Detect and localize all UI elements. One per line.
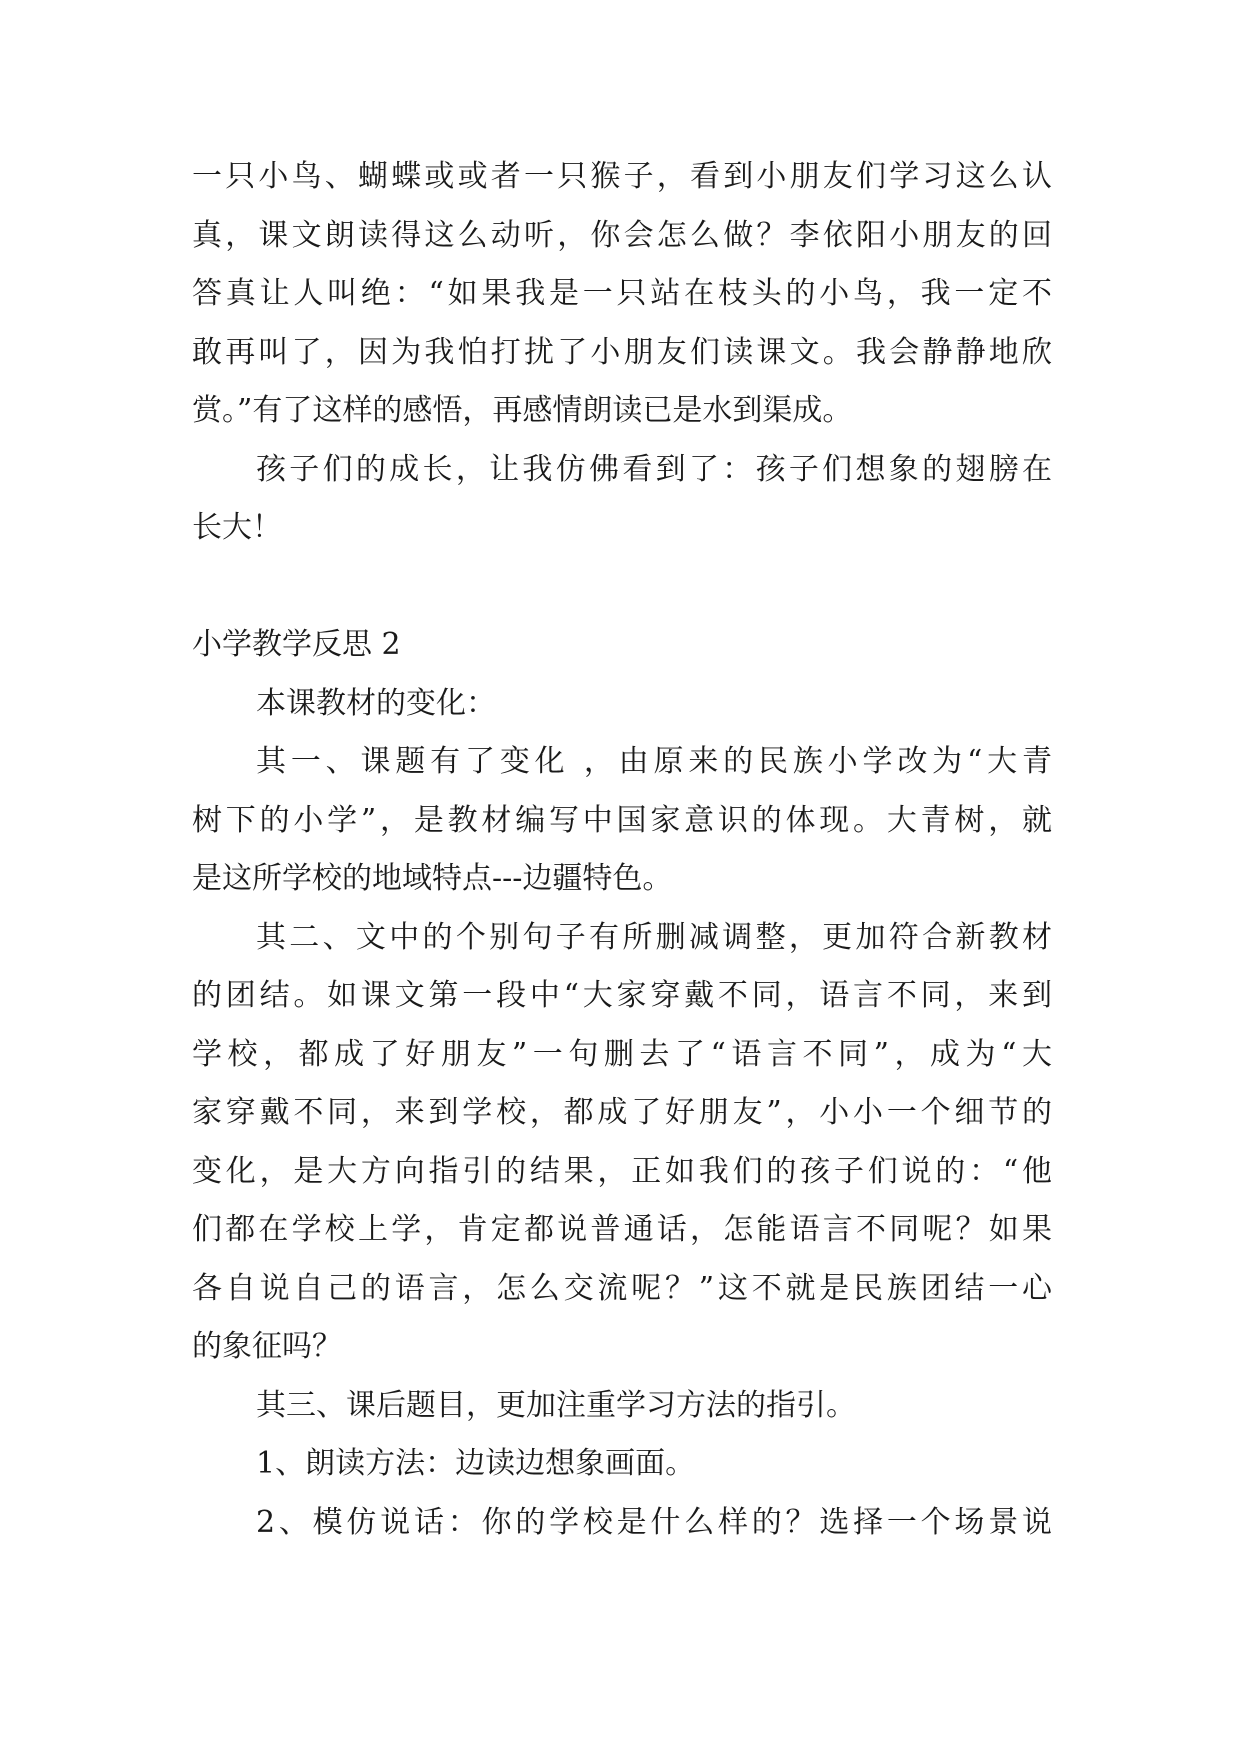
- text-line: 孩子们的成长，让我仿佛看到了：孩子们想象的翅膀在: [256, 451, 1052, 487]
- text-line: 家穿戴不同，来到学校，都成了好朋友”，小小一个细节的: [192, 1095, 1052, 1130]
- text-line: 们都在学校上学，肯定都说普通话，怎能语言不同呢？如果: [192, 1212, 1052, 1247]
- text-line: 本课教材的变化：: [256, 685, 496, 721]
- section-heading: 小学教学反思 2: [192, 627, 401, 662]
- text-line: 真，课文朗读得这么动听，你会怎么做？李依阳小朋友的回: [192, 217, 1052, 253]
- text-line: 一只小鸟、蝴蝶或或者一只猴子，看到小朋友们学习这么认: [192, 159, 1052, 194]
- text-line: 敢再叫了，因为我怕打扰了小朋友们读课文。我会静静地欣: [192, 334, 1052, 370]
- text-line: 2、模仿说话：你的学校是什么样的？选择一个场景说: [256, 1504, 1052, 1540]
- paragraph-gap: [192, 558, 1052, 617]
- text-line: 的团结。如课文第一段中“大家穿戴不同，语言不同，来到: [192, 978, 1052, 1013]
- text-line: 答真让人叫绝：“如果我是一只站在枝头的小鸟，我一定不: [192, 276, 1052, 311]
- text-line: 的象征吗？: [192, 1329, 342, 1364]
- text-line: 其二、文中的个别句子有所删减调整，更加符合新教材: [256, 919, 1052, 955]
- text-line: 变化，是大方向指引的结果，正如我们的孩子们说的：“他: [192, 1153, 1052, 1189]
- text-line: 赏。”有了这样的感悟，再感情朗读已是水到渠成。: [192, 393, 853, 428]
- document-body: [192, 148, 1052, 1552]
- text-line: 其一、课题有了变化 ，由原来的民族小学改为“大青: [256, 744, 1052, 779]
- text-line: 长大！: [192, 510, 282, 545]
- text-line: 是这所学校的地域特点---边疆特色。: [192, 861, 673, 896]
- text-line: 各自说自己的语言，怎么交流呢？”这不就是民族团结一心: [192, 1270, 1052, 1306]
- text-line: 1、朗读方法：边读边想象画面。: [256, 1446, 696, 1481]
- text-line: 其三、课后题目，更加注重学习方法的指引。: [256, 1387, 856, 1423]
- text-line: 树下的小学”，是教材编写中国家意识的体现。大青树，就: [192, 802, 1052, 838]
- text-line: 学校，都成了好朋友”一句删去了“语言不同”，成为“大: [192, 1036, 1052, 1072]
